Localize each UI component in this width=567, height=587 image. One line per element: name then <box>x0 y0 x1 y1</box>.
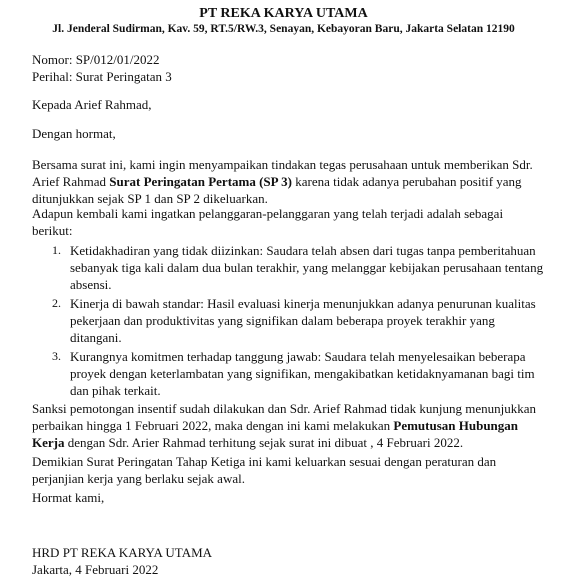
paragraph-termination <box>32 400 544 451</box>
greeting: Dengan hormat, <box>32 126 116 141</box>
signature-org: HRD PT REKA KARYA UTAMA <box>32 545 213 560</box>
letter-number: Nomor: SP/012/01/2022 <box>32 52 160 67</box>
paragraph-opening-bold: Surat Peringatan Pertama (SP 3) <box>109 174 292 189</box>
paragraph-opening-text: Bersama surat ini, kami ingin menyampaikan tindakan tegas perusahaan untuk memberikan Sdr. Arief Rahmad <box>32 157 533 189</box>
paragraph-closing: Demikian Surat Peringatan Tahap Ketiga ini kami keluarkan sesuai dengan peraturan dan perjanjian kerja yang berlaku sejak awal. <box>32 454 497 486</box>
paragraph-violations-intro: Adapun kembali kami ingatkan pelanggaran-pelanggaran yang telah terjadi adalah sebagai berikut: <box>32 206 504 238</box>
violation-text: Kurangnya komitmen terhadap tanggung jawab: Saudara telah menyelesaikan beberapa proyek dengan keterlambatan yang signifikan, mengakibatkan ketidaknyamanan bagi tim dan pihak terkait. <box>70 349 535 398</box>
violation-number: 2. <box>52 296 61 310</box>
paragraph-opening-tail: karena tidak adanya perubahan positif yang ditunjukkan sejak SP 1 dan SP 2 dikeluarkan. <box>32 174 522 206</box>
paragraph-termination-bold: Pemutusan Hubungan Kerja <box>32 418 519 450</box>
company-address: Jl. Jenderal Sudirman, Kav. 59, RT.5/RW.3, Senayan, Kebayoran Baru, Jakarta Selatan 12190 <box>52 23 515 35</box>
closing-salutation: Hormat kami, <box>32 490 105 505</box>
paragraph-termination-tail: dengan Sdr. Arier Rahmad terhitung sejak surat ini dibuat , 4 Februari 2022. <box>64 435 464 450</box>
company-name: PT REKA KARYA UTAMA <box>199 6 368 21</box>
recipient-line: Kepada Arief Rahmad, <box>32 97 152 112</box>
paragraph-opening <box>32 156 544 207</box>
violation-number: 1. <box>52 243 61 257</box>
violation-number: 3. <box>52 349 61 363</box>
violation-text: Kinerja di bawah standar: Hasil evaluasi kinerja menunjukkan adanya penurunan kualitas pekerjaan dan produktivitas yang signifikan dalam beberapa proyek terakhir yang ditangani. <box>70 296 536 345</box>
letterhead <box>0 5 567 37</box>
signature-place-date: Jakarta, 4 Februari 2022 <box>32 562 159 577</box>
violation-text: Ketidakhadiran yang tidak diizinkan: Saudara telah absen dari tugas tanpa pemberitahuan sebanyak tiga kali dalam dua bulan terakhir, yang melanggar kebijakan perusahaan tentang absensi. <box>70 243 544 292</box>
paragraph-termination-text: Sanksi pemotongan insentif sudah dilakukan dan Sdr. Arief Rahmad tidak kunjung menunjukkan perbaikan hingga 1 Februari 2022, maka dengan ini kami melakukan <box>32 401 537 433</box>
letter-subject: Perihal: Surat Peringatan 3 <box>32 69 172 84</box>
